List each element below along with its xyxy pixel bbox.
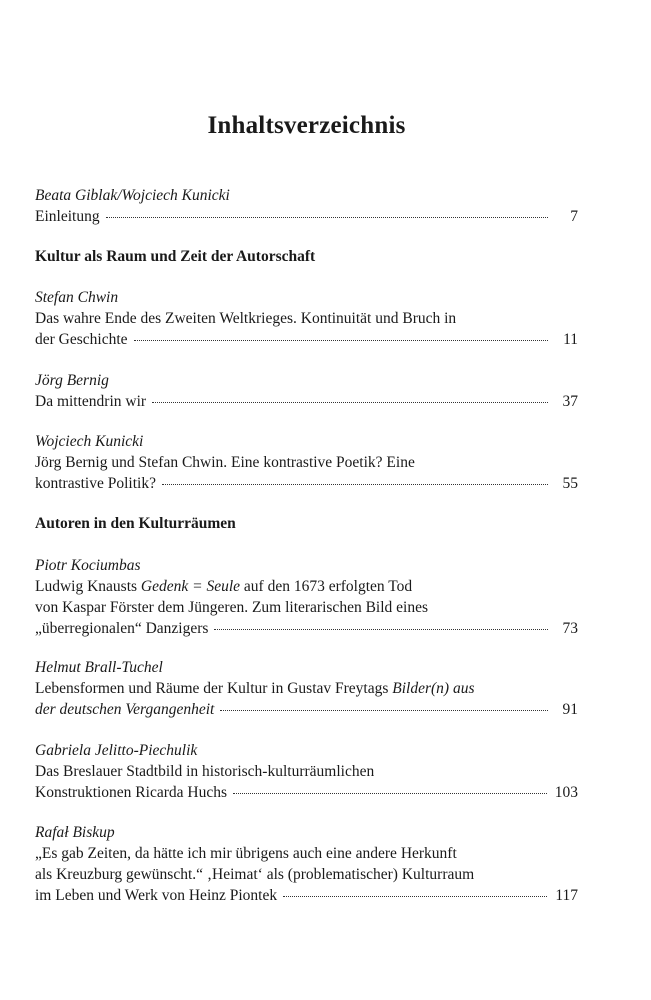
entry-title-line: von Kaspar Förster dem Jüngeren. Zum literarischen Bild eines	[35, 599, 428, 616]
entry-title-line: Jörg Bernig und Stefan Chwin. Eine kontrastive Poetik? Eine	[35, 454, 415, 471]
entry-author: Stefan Chwin	[35, 289, 119, 306]
entry-title-line[interactable]	[35, 782, 578, 803]
page-number: 73	[562, 620, 578, 637]
entry-title-line	[35, 576, 578, 597]
page-number: 37	[562, 393, 578, 410]
entry-title-line[interactable]	[35, 206, 578, 227]
toc-entry	[35, 822, 578, 906]
leader-dots	[106, 217, 548, 218]
entry-title-italic: Bilder(n) aus	[392, 680, 475, 697]
toc-entry	[35, 370, 578, 412]
entry-title: der Geschichte	[35, 331, 128, 348]
leader-dots	[233, 793, 547, 794]
entry-title-line: Das wahre Ende des Zweiten Weltkrieges. Kontinuität und Bruch in	[35, 310, 457, 327]
entry-title-text: auf den 1673 erfolgten Tod	[240, 578, 413, 595]
page-number: 91	[562, 701, 578, 718]
page-number: 7	[570, 208, 578, 225]
entry-title-line: „Es gab Zeiten, da hätte ich mir übrigens auch eine andere Herkunft	[35, 845, 457, 862]
page-number: 103	[554, 784, 578, 801]
entry-title: im Leben und Werk von Heinz Piontek	[35, 887, 278, 904]
entry-author: Wojciech Kunicki	[35, 433, 144, 450]
entry-title-text: Ludwig Knausts	[35, 578, 141, 595]
entry-title-line[interactable]	[35, 391, 578, 412]
entry-author: Gabriela Jelitto-Piechulik	[35, 742, 198, 759]
entry-title: kontrastive Politik?	[35, 475, 156, 492]
entry-title-italic: Gedenk = Seule	[140, 578, 241, 595]
leader-dots	[152, 402, 548, 403]
section-heading: Kultur als Raum und Zeit der Autorschaft	[35, 248, 316, 265]
leader-dots	[214, 629, 548, 630]
toc-entry	[35, 740, 578, 803]
entry-author: Rafał Biskup	[35, 824, 115, 841]
entry-title-line[interactable]	[35, 618, 578, 639]
entry-title-line[interactable]	[35, 699, 578, 720]
section-heading: Autoren in den Kulturräumen	[35, 515, 236, 532]
entry-title: Konstruktionen Ricarda Huchs	[35, 784, 227, 801]
entry-title-line[interactable]	[35, 329, 578, 350]
entry-title-line: als Kreuzburg gewünscht.“ ‚Heimat‘ als (problematischer) Kulturraum	[35, 866, 475, 883]
leader-dots	[162, 484, 548, 485]
page-number: 55	[562, 475, 578, 492]
entry-title-line	[35, 678, 578, 699]
entry-title: Einleitung	[35, 208, 100, 225]
entry-author: Helmut Brall-Tuchel	[35, 659, 163, 676]
entry-title: „überregionalen“ Danzigers	[35, 620, 209, 637]
leader-dots	[134, 340, 548, 341]
entry-title: der deutschen Vergangenheit	[35, 701, 215, 718]
page-number: 11	[563, 331, 578, 348]
entry-author: Jörg Bernig	[35, 372, 109, 389]
toc-entry	[35, 555, 578, 639]
page-number: 117	[555, 887, 578, 904]
entry-title-line[interactable]	[35, 885, 578, 906]
entry-title: Da mittendrin wir	[35, 393, 147, 410]
leader-dots	[220, 710, 548, 711]
toc-entry	[35, 431, 578, 494]
entry-title-line: Das Breslauer Stadtbild in historisch-kulturräumlichen	[35, 763, 375, 780]
entry-author: Piotr Kociumbas	[35, 557, 141, 574]
toc-entry	[35, 287, 578, 350]
toc-entry	[35, 657, 578, 720]
toc-entry	[35, 185, 578, 227]
entry-title-text: Lebensformen und Räume der Kultur in Gustav Freytags	[35, 680, 393, 697]
entry-title-line[interactable]	[35, 473, 578, 494]
entry-author: Beata Giblak/Wojciech Kunicki	[35, 187, 230, 204]
page-title: Inhaltsverzeichnis	[207, 112, 406, 139]
leader-dots	[283, 896, 547, 897]
